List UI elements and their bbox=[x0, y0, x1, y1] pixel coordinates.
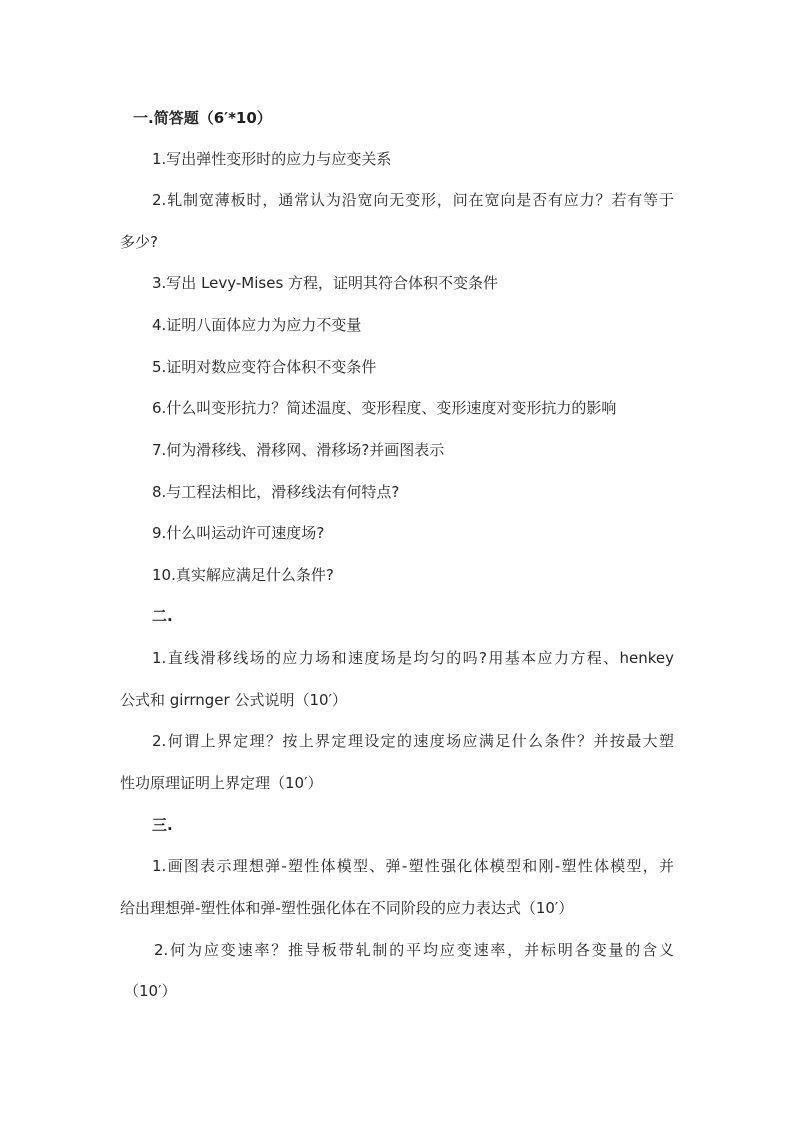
question-1-7: 7.何为滑移线、滑移网、滑移场?并画图表示 bbox=[152, 441, 445, 459]
question-1-8: 8.与工程法相比，滑移线法有何特点? bbox=[152, 483, 400, 501]
question-1-10: 10.真实解应满足什么条件? bbox=[152, 566, 334, 584]
question-2-1-line-1: 1.直线滑移线场的应力场和速度场是均匀的吗?用基本应力方程、henkey bbox=[152, 649, 674, 667]
question-2-2-line-1: 2.何谓上界定理？按上界定理设定的速度场应满足什么条件？并按最大塑 bbox=[152, 732, 674, 750]
question-1-9: 9.什么叫运动许可速度场? bbox=[152, 524, 325, 542]
question-1-2-line-1: 2.轧制宽薄板时，通常认为沿宽向无变形，问在宽向是否有应力？若有等于 bbox=[152, 191, 674, 209]
question-3-2-line-2: （10′） bbox=[124, 982, 177, 1000]
question-1-1: 1.写出弹性变形时的应力与应变关系 bbox=[152, 150, 392, 168]
question-1-3: 3.写出 Levy-Mises 方程，证明其符合体积不变条件 bbox=[152, 274, 499, 292]
section-1-heading: 一.简答题（6′*10） bbox=[133, 109, 272, 127]
question-1-4: 4.证明八面体应力为应力不变量 bbox=[152, 316, 362, 334]
question-3-1-line-2: 给出理想弹-塑性体和弹-塑性强化体在不同阶段的应力表达式（10′） bbox=[120, 899, 574, 917]
question-1-2-line-2: 多少? bbox=[120, 233, 158, 251]
question-1-5: 5.证明对数应变符合体积不变条件 bbox=[152, 358, 377, 376]
question-2-1-line-2: 公式和 girrnger 公式说明（10′） bbox=[120, 691, 347, 709]
section-3-heading: 三. bbox=[152, 816, 173, 834]
question-3-1-line-1: 1.画图表示理想弹-塑性体模型、弹-塑性强化体模型和刚-塑性体模型，并 bbox=[152, 857, 674, 875]
question-1-6: 6.什么叫变形抗力？简述温度、变形程度、变形速度对变形抗力的影响 bbox=[152, 399, 617, 417]
question-3-2-line-1: 2.何为应变速率？推导板带轧制的平均应变速率，并标明各变量的含义 bbox=[154, 941, 674, 959]
section-2-heading: 二. bbox=[152, 607, 173, 625]
question-2-2-line-2: 性功原理证明上界定理（10′） bbox=[120, 774, 323, 792]
